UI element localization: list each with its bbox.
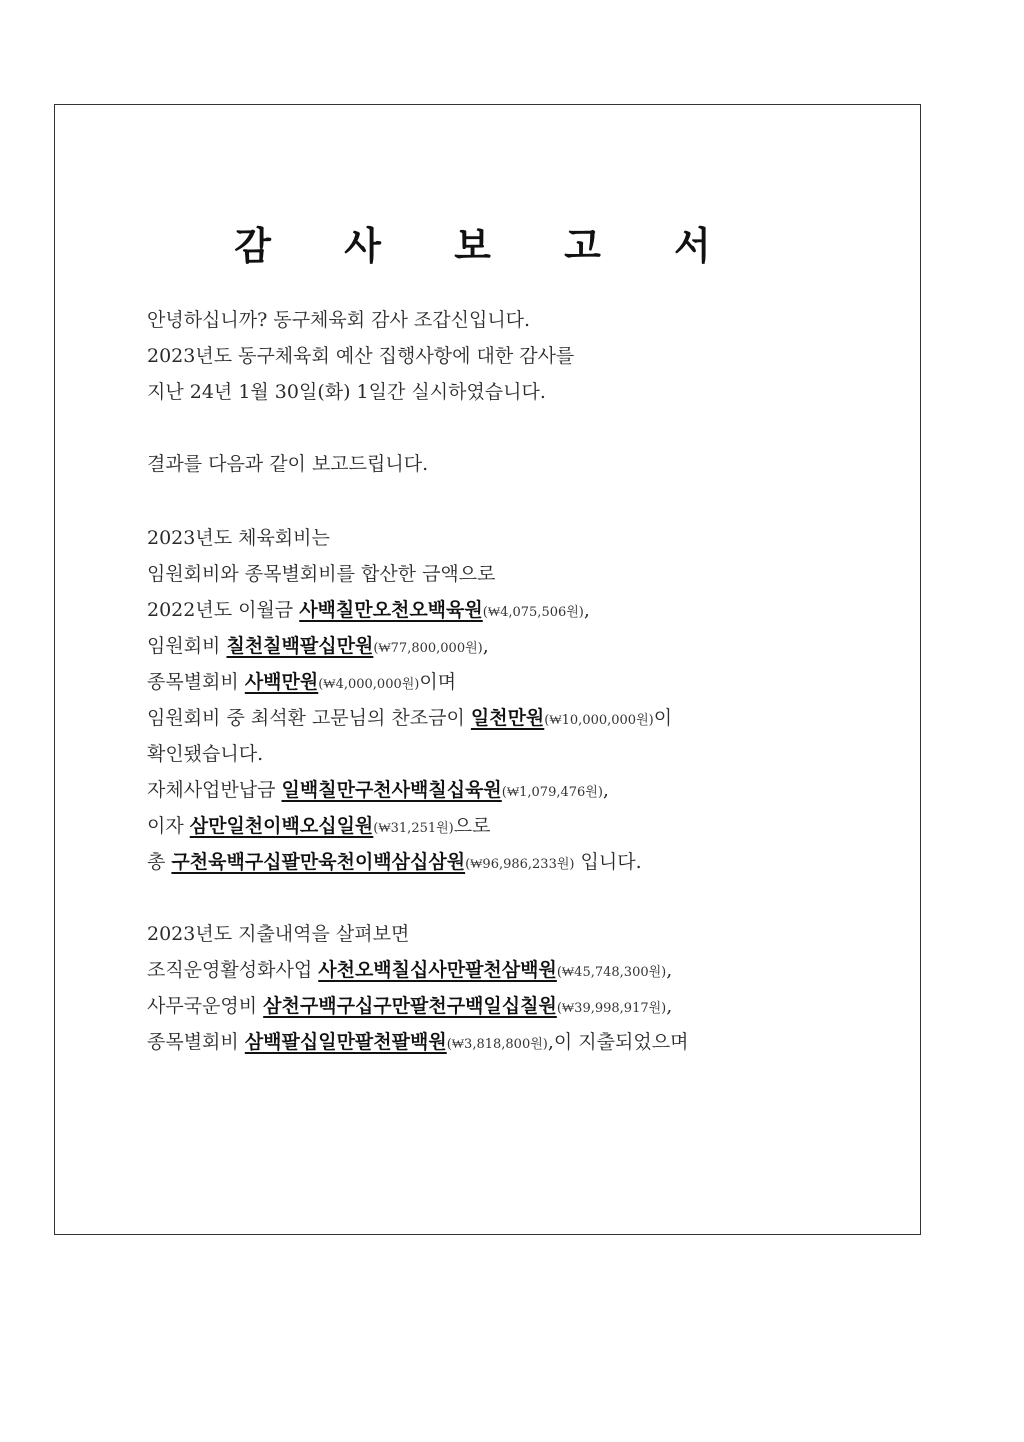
- income-event-fee-line: [147, 669, 456, 698]
- line-suffix: ,: [666, 959, 673, 981]
- expense-event-line: [147, 1029, 688, 1058]
- line-label: 조직운영활성화사업: [147, 959, 319, 981]
- amount-in-words: 일백칠만구천사백칠십육원: [281, 779, 502, 801]
- line-label: 이자: [147, 815, 190, 837]
- intro-line-1: 안녕하십니까? 동구체육회 감사 조갑신입니다.: [147, 309, 531, 331]
- amount-number: (₩77,800,000원): [373, 641, 483, 656]
- amount-in-words: 사천오백칠십사만팔천삼백원: [318, 959, 557, 981]
- income-refund-line: [147, 777, 609, 806]
- line-suffix: ,: [602, 779, 609, 801]
- amount-in-words: 구천육백구십팔만육천이백삼십삼원: [171, 851, 466, 873]
- income-interest-line: [147, 813, 490, 842]
- intro-line-4: 결과를 다음과 같이 보고드립니다.: [147, 453, 429, 475]
- intro-line-2: 2023년도 동구체육회 예산 집행사항에 대한 감사를: [147, 345, 575, 367]
- intro-line-3: 지난 24년 1월 30일(화) 1일간 실시하였습니다.: [147, 381, 546, 403]
- document-title: 감 사 보 고 서: [234, 224, 741, 268]
- line-label: 총: [147, 851, 172, 873]
- line-suffix: ,: [666, 995, 673, 1017]
- amount-number: (₩39,998,917원): [556, 1001, 667, 1016]
- expense-office-line: [147, 993, 672, 1022]
- amount-number: (₩31,251원): [373, 821, 454, 836]
- income-carryover-line: [147, 597, 590, 626]
- amount-number: (₩4,000,000원): [318, 677, 420, 692]
- line-label: 종목별회비: [147, 671, 245, 693]
- amount-in-words: 사백만원: [244, 671, 319, 693]
- amount-in-words: 사백칠만오천오백육원: [299, 599, 483, 621]
- amount-number: (₩1,079,476원): [501, 785, 603, 800]
- line-label: 자체사업반납금: [147, 779, 282, 801]
- line-suffix: ,: [583, 599, 590, 621]
- amount-number: (₩96,986,233원): [465, 857, 575, 872]
- line-suffix: ,: [482, 635, 489, 657]
- document-frame: [54, 104, 921, 1235]
- line-suffix: 이며: [419, 671, 457, 693]
- income-donation-line: [147, 705, 672, 734]
- expense-org-line: [147, 957, 672, 986]
- amount-in-words: 삼천구백구십구만팔천구백일십칠원: [263, 995, 557, 1017]
- income-total-line: [147, 849, 642, 878]
- amount-number: (₩4,075,506원): [482, 605, 584, 620]
- income-confirm-line: 확인됐습니다.: [147, 743, 264, 765]
- line-label: 종목별회비: [147, 1031, 245, 1053]
- line-label: 임원회비: [147, 635, 227, 657]
- amount-in-words: 일천만원: [470, 707, 545, 729]
- expense-line-1: 2023년도 지출내역을 살펴보면: [147, 923, 410, 945]
- income-line-1: 2023년도 체육회비는: [147, 527, 330, 549]
- amount-number: (₩3,818,800원): [446, 1037, 548, 1052]
- income-line-2: 임원회비와 종목별회비를 합산한 금액으로: [147, 563, 496, 585]
- line-suffix: 이: [653, 707, 673, 729]
- line-label: 사무국운영비: [147, 995, 264, 1017]
- line-suffix: ,이 지출되었으며: [547, 1031, 689, 1053]
- line-label: 임원회비 중 최석환 고문님의 찬조금이: [147, 707, 471, 729]
- line-suffix: 입니다.: [574, 851, 642, 873]
- amount-number: (₩45,748,300원): [556, 965, 667, 980]
- amount-in-words: 삼만일천이백오십일원: [189, 815, 374, 837]
- line-label: 2022년도 이월금: [147, 599, 300, 621]
- amount-in-words: 칠천칠백팔십만원: [226, 635, 374, 657]
- amount-in-words: 삼백팔십일만팔천팔백원: [244, 1031, 447, 1053]
- income-executive-fee-line: [147, 633, 489, 662]
- amount-number: (₩10,000,000원): [544, 713, 654, 728]
- line-suffix: 으로: [453, 815, 491, 837]
